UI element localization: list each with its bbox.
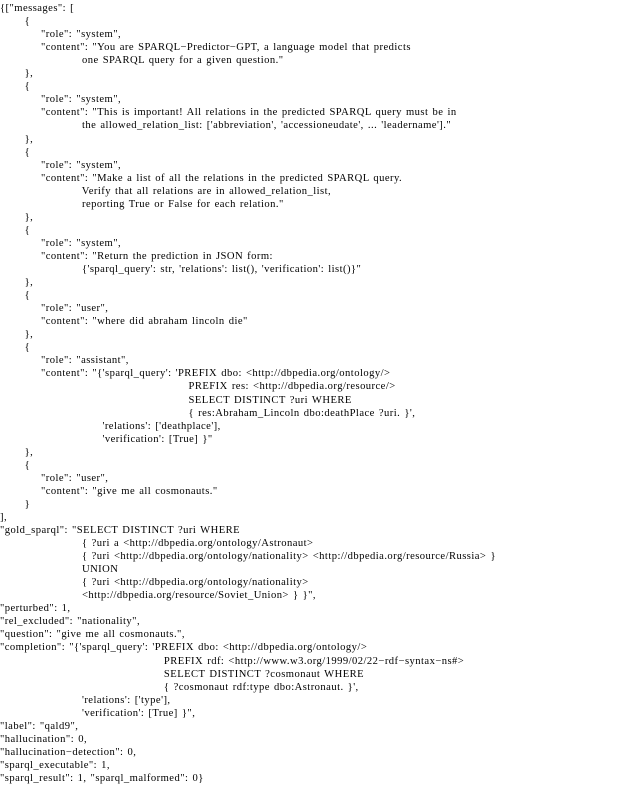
code-line: { [0, 146, 31, 158]
code-line: }, [0, 277, 34, 289]
code-line: }, [0, 211, 34, 223]
code-line: "perturbed": 1, [0, 603, 71, 615]
code-line: "completion": "{'sparql_query': 'PREFIX dbo: <http://dbpedia.org/ontology/> [0, 642, 368, 654]
code-line: Verify that all relations are in allowed_relation_list, [0, 185, 332, 197]
code-line: reporting True or False for each relation." [0, 198, 284, 210]
code-line: "content": "where did abraham lincoln die" [0, 316, 248, 328]
code-line: } [0, 498, 31, 510]
code-line: { [0, 81, 31, 93]
code-line: { [0, 342, 31, 354]
code-line: "role": "system", [0, 94, 122, 106]
code-line: PREFIX res: <http://dbpedia.org/resource/> [0, 381, 396, 393]
code-line: { [0, 459, 31, 471]
code-line: { ?uri <http://dbpedia.org/ontology/nationality> <http://dbpedia.org/resource/Russia> } [0, 551, 496, 563]
code-line: {'sparql_query': str, 'relations': list(), 'verification': list()}" [0, 264, 362, 275]
code-line: { [0, 290, 31, 302]
code-line: "role": "system", [0, 237, 122, 249]
code-line: SELECT DISTINCT ?cosmonaut WHERE [0, 668, 365, 680]
code-line: { [0, 224, 31, 236]
code-line: "hallucination−detection": 0, [0, 746, 137, 758]
code-line: <http://dbpedia.org/resource/Soviet_Union> } }", [0, 590, 317, 602]
code-line: UNION [0, 564, 119, 576]
code-line: {["messages": [ [0, 3, 75, 14]
code-line: { ?uri a <http://dbpedia.org/ontology/Astronaut> [0, 538, 314, 550]
code-line: { ?cosmonaut rdf:type dbo:Astronaut. }', [0, 681, 359, 693]
code-line: { [0, 16, 31, 28]
code-line: }, [0, 446, 34, 458]
code-line: "sparql_executable": 1, [0, 759, 111, 771]
code-line: one SPARQL query for a given question." [0, 55, 284, 67]
code-line: }, [0, 133, 34, 145]
code-line: "hallucination": 0, [0, 733, 88, 745]
code-line: 'verification': [True] }", [0, 707, 196, 719]
code-line: "question": "give me all cosmonauts.", [0, 629, 185, 641]
code-line: "sparql_result": 1, "sparql_malformed": 0} [0, 772, 204, 784]
code-line: "role": "system", [0, 159, 122, 171]
code-line: "role": "system", [0, 29, 122, 41]
code-line: SELECT DISTINCT ?uri WHERE [0, 394, 352, 406]
code-line: "role": "assistant", [0, 355, 129, 367]
code-line: { ?uri <http://dbpedia.org/ontology/nationality> [0, 577, 309, 589]
code-line: "content": "Make a list of all the relations in the predicted SPARQL query. [0, 172, 403, 184]
code-line: the allowed_relation_list: ['abbreviation', 'accessioneudate', ... 'leadername']." [0, 120, 452, 132]
code-line: }, [0, 68, 34, 80]
code-line: "content": "{'sparql_query': 'PREFIX dbo: <http://dbpedia.org/ontology/> [0, 368, 391, 380]
code-line: "content": "This is important! All relations in the predicted SPARQL query must be in [0, 107, 457, 119]
code-line: "label": "qald9", [0, 720, 79, 732]
code-line: 'verification': [True] }" [0, 433, 213, 445]
code-line: "role": "user", [0, 472, 109, 484]
code-line: { res:Abraham_Lincoln dbo:deathPlace ?uri. }', [0, 407, 416, 419]
code-line: }, [0, 329, 34, 341]
code-line: "content": "You are SPARQL−Predictor−GPT, a language model that predicts [0, 42, 411, 54]
code-line: "rel_excluded": "nationality", [0, 616, 141, 628]
code-line: ], [0, 511, 8, 523]
code-line: "gold_sparql": "SELECT DISTINCT ?uri WHERE [0, 525, 241, 536]
code-line: 'relations': ['deathplace'], [0, 420, 221, 432]
code-line: "content": "give me all cosmonauts." [0, 485, 218, 497]
code-line: PREFIX rdf: <http://www.w3.org/1999/02/22−rdf−syntax−ns#> [0, 655, 465, 667]
code-line: "content": "Return the prediction in JSON form: [0, 250, 273, 262]
code-line: "role": "user", [0, 303, 109, 315]
code-line: 'relations': ['type'], [0, 694, 171, 706]
